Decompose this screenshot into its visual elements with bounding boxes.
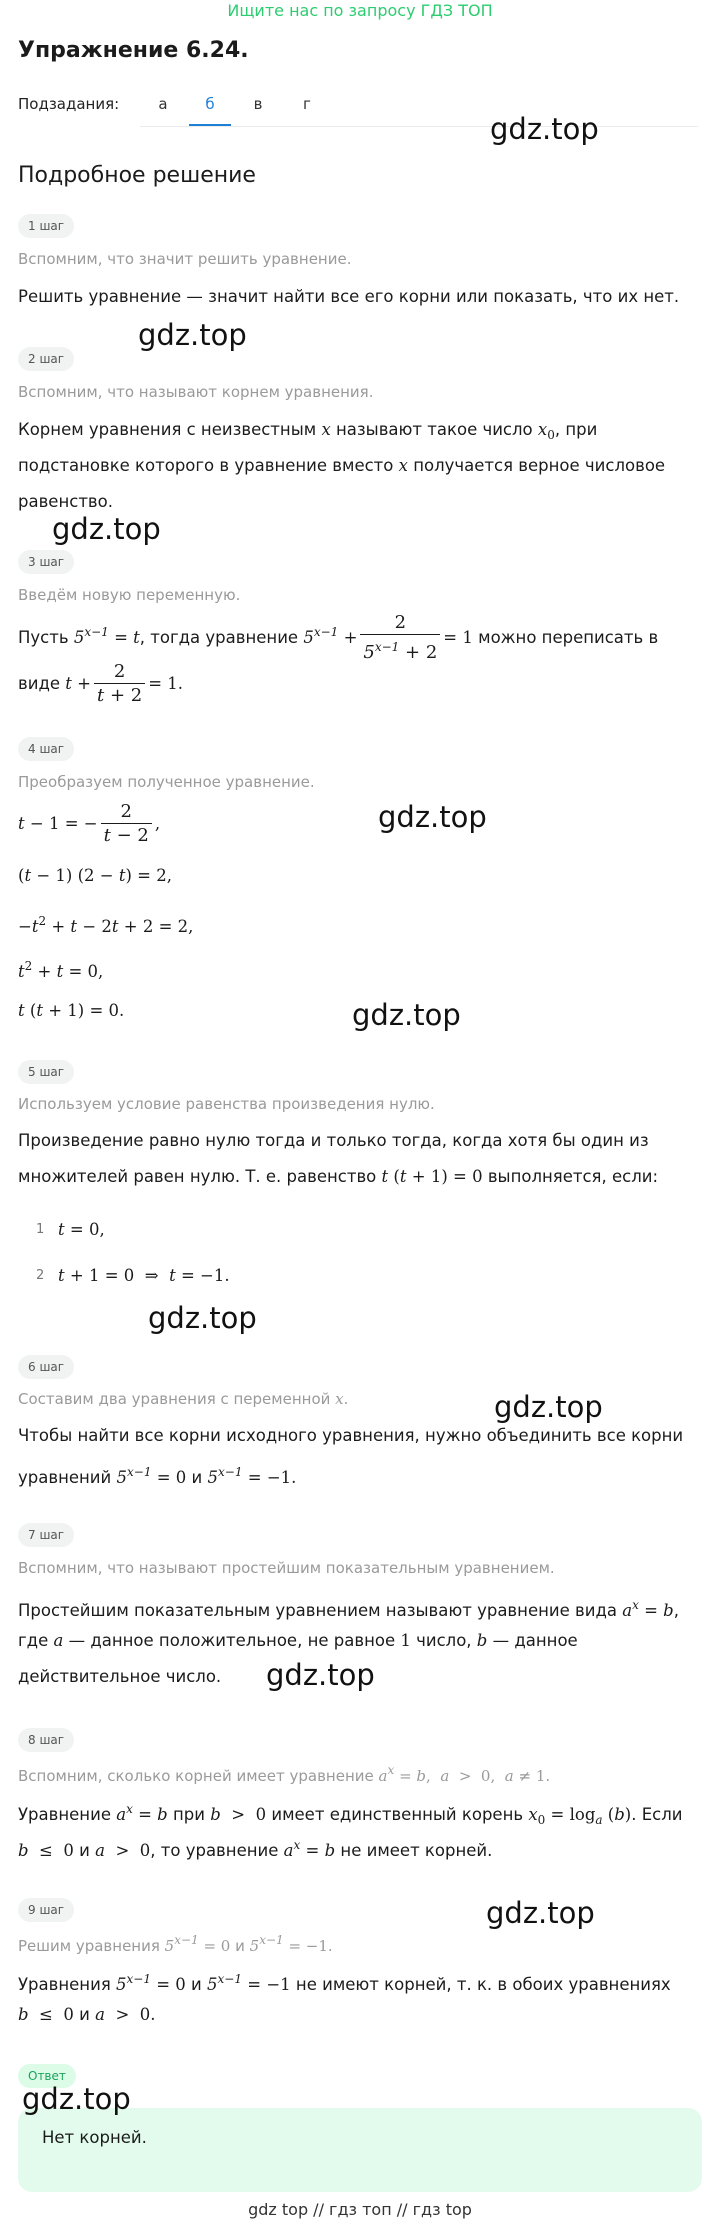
fraction: $\frac{2}{t - 2}$: [101, 801, 152, 848]
step-text: где a — данное положительное, не равное 1 число, b — данное: [18, 1631, 578, 1650]
list-number: 2: [36, 1268, 45, 1283]
list-item: t + 1 = 0 ⇒ t = −1.: [58, 1266, 230, 1285]
tab-b[interactable]: б: [205, 95, 215, 113]
step-text: множителей равен нулю. Т. е. равенство t (t + 1) = 0 выполняется, если:: [18, 1167, 659, 1186]
step-badge: 9 шаг: [18, 1898, 74, 1922]
watermark: gdz.top: [352, 998, 461, 1032]
step-badge: 6 шаг: [18, 1355, 74, 1379]
watermark: gdz.top: [52, 512, 161, 546]
footer-links[interactable]: gdz top // гдз топ // гдз top: [248, 2200, 472, 2219]
step-hint: Вспомним, что называют простейшим показательным уравнением.: [18, 1559, 555, 1577]
active-tab-indicator: [189, 124, 231, 126]
step-text: равенство.: [18, 492, 113, 511]
step-badge: 5 шаг: [18, 1060, 74, 1084]
equation: (t − 1) (2 − t) = 2,: [18, 866, 172, 885]
equation: $t^2 + t = 0$,: [18, 959, 104, 981]
step-hint: Вспомним, что значит решить уравнение.: [18, 250, 352, 268]
watermark: gdz.top: [138, 318, 247, 352]
watermark: gdz.top: [378, 800, 487, 834]
step-badge: 8 шаг: [18, 1728, 74, 1752]
watermark: gdz.top: [494, 1390, 603, 1424]
step-text: Решить уравнение — значит найти все его корни или показать, что их нет.: [18, 287, 680, 306]
step-text: b ≤ 0 и a > 0.: [18, 2005, 156, 2024]
step-hint: Составим два уравнения с переменной x.: [18, 1390, 349, 1408]
step-text: действительное число.: [18, 1667, 222, 1686]
section-title: Подробное решение: [18, 163, 256, 188]
step-text: Чтобы найти все корни исходного уравнения, нужно объединить все корни: [18, 1426, 684, 1445]
step-text: Уравнения $5^{x-1} = 0$ и $5^{x-1} = -1$ не имеют корней, т. к. в обоих уравнениях: [18, 1972, 671, 1994]
step-text: Уравнение $a^x = b$ при b > 0 имеет единственный корень $x_0 = \log_a (b)$. Если: [18, 1802, 683, 1827]
tab-v[interactable]: в: [253, 95, 263, 113]
answer-text: Нет корней.: [42, 2128, 147, 2147]
watermark: gdz.top: [266, 1658, 375, 1692]
step-hint: Вспомним, что называют корнем уравнения.: [18, 383, 374, 401]
step-hint: Преобразуем полученное уравнение.: [18, 773, 315, 791]
step-text: Корнем уравнения с неизвестным x называют такое число $x_0$, при: [18, 420, 598, 442]
step-text: Произведение равно нулю тогда и только тогда, когда хотя бы один из: [18, 1131, 649, 1150]
step-text: Пусть $5^{x-1} = t$, тогда уравнение $5^{x-1}$ + $\frac{2}{5^{x-1} + 2}$ = 1 можно переписать в: [18, 612, 659, 663]
step-badge: 1 шаг: [18, 214, 74, 238]
answer-box: [18, 2108, 702, 2192]
step-badge: 4 шаг: [18, 737, 74, 761]
step-hint: Решим уравнения $5^{x-1} = 0$ и $5^{x-1} = -1$.: [18, 1933, 333, 1955]
subtasks-label: Подзадания:: [18, 95, 120, 113]
fraction: $\frac{2}{5^{x-1} + 2}$: [360, 612, 440, 665]
watermark: gdz.top: [490, 112, 599, 146]
step-text: подстановке которого в уравнение вместо x получается верное числовое: [18, 456, 666, 475]
list-number: 1: [36, 1222, 45, 1237]
tab-g[interactable]: г: [303, 95, 311, 113]
equation: $-t^2 + t - 2t + 2 = 2$,: [18, 914, 194, 936]
watermark: gdz.top: [486, 1896, 595, 1930]
step-text: виде t + $\frac{2}{t + 2}$ = 1.: [18, 661, 184, 706]
watermark: gdz.top: [22, 2082, 131, 2116]
list-item: t = 0,: [58, 1220, 105, 1239]
watermark: gdz.top: [148, 1301, 257, 1335]
step-text: уравнений $5^{x-1} = 0$ и $5^{x-1} = -1$.: [18, 1465, 297, 1487]
tab-a[interactable]: а: [158, 95, 168, 113]
page-title: Упражнение 6.24.: [18, 38, 249, 63]
step-hint: Вспомним, сколько корней имеет уравнение $a^x = b$, a > 0, a ≠ 1.: [18, 1763, 551, 1785]
step-badge: 3 шаг: [18, 550, 74, 574]
step-badge: 2 шаг: [18, 347, 74, 371]
step-badge: 7 шаг: [18, 1523, 74, 1547]
step-hint: Используем условие равенства произведения нулю.: [18, 1095, 435, 1113]
step-hint: Введём новую переменную.: [18, 586, 241, 604]
fraction: $\frac{2}{t + 2}$: [94, 661, 145, 708]
step-text: Простейшим показательным уравнением называют уравнение вида $a^x = b$,: [18, 1598, 679, 1620]
answer-badge: Ответ: [18, 2064, 76, 2088]
top-banner: Ищите нас по запросу ГДЗ ТОП: [227, 1, 493, 20]
equation: t − 1 = − $\frac{2}{t - 2}$ ,: [18, 801, 161, 846]
tabs-divider: [140, 126, 698, 127]
step-text: b ≤ 0 и a > 0, то уравнение $a^x = b$ не имеет корней.: [18, 1838, 493, 1860]
equation: t (t + 1) = 0.: [18, 1001, 125, 1020]
